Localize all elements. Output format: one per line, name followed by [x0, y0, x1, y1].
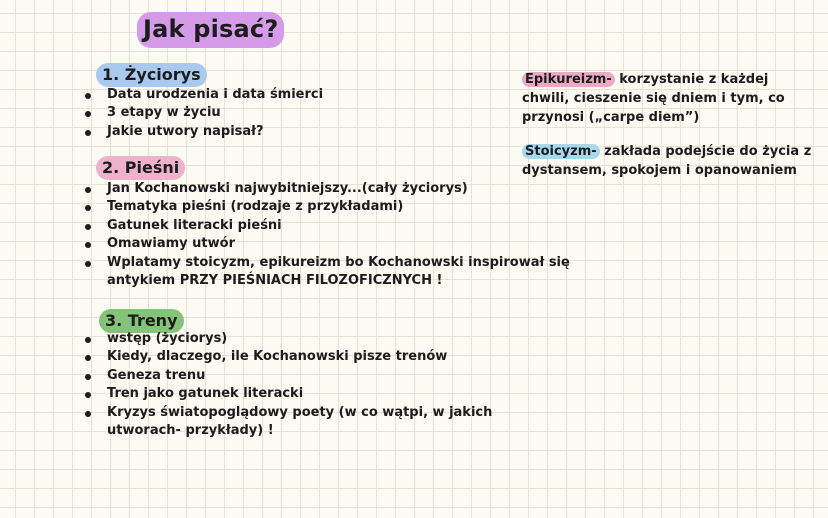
page-title: Jak pisać? — [137, 12, 284, 48]
list-piesni — [81, 180, 621, 290]
note-text: korzystanie z każdej chwili, cieszenie się dniem i tym, co przynosi („carpe diem”) — [522, 72, 785, 125]
note-stoicyzm — [522, 142, 812, 180]
list-item: wstęp (życiorys) — [81, 330, 551, 348]
list-item: Gatunek literacki pieśni — [81, 217, 621, 235]
list-item: Data urodzenia i data śmierci — [81, 86, 323, 104]
list-item: Omawiamy utwór — [81, 235, 621, 253]
list-item: Kiedy, dlaczego, ile Kochanowski pisze trenów — [81, 348, 551, 366]
note-term: Epikureizm- — [522, 72, 615, 87]
list-item: Kryzys światopoglądowy poety (w co wątpi, w jakich utworach- przykłady) ! — [81, 404, 551, 441]
list-item: Geneza trenu — [81, 367, 551, 385]
list-item: 3 etapy w życiu — [81, 104, 323, 122]
list-zyciorys — [81, 86, 323, 141]
note-epikureizm — [522, 70, 812, 127]
list-item: Tematyka pieśni (rodzaje z przykładami) — [81, 198, 621, 216]
section-heading-zyciorys: 1. Życiorys — [96, 63, 207, 87]
list-item: Jan Kochanowski najwybitniejszy...(cały życiorys) — [81, 180, 621, 198]
list-item: Wplatamy stoicyzm, epikureizm bo Kochanowski inspirował się antykiem PRZY PIEŚNIACH FILOZOFICZNYCH ! — [81, 254, 621, 291]
list-item: Jakie utwory napisał? — [81, 123, 323, 141]
list-item: Tren jako gatunek literacki — [81, 385, 551, 403]
section-heading-treny: 3. Treny — [99, 309, 184, 333]
section-heading-piesni: 2. Pieśni — [96, 156, 185, 180]
note-term: Stoicyzm- — [522, 144, 600, 159]
list-treny — [81, 330, 551, 440]
note-text: zakłada podejście do życia z dystansem, spokojem i opanowaniem — [522, 144, 812, 178]
